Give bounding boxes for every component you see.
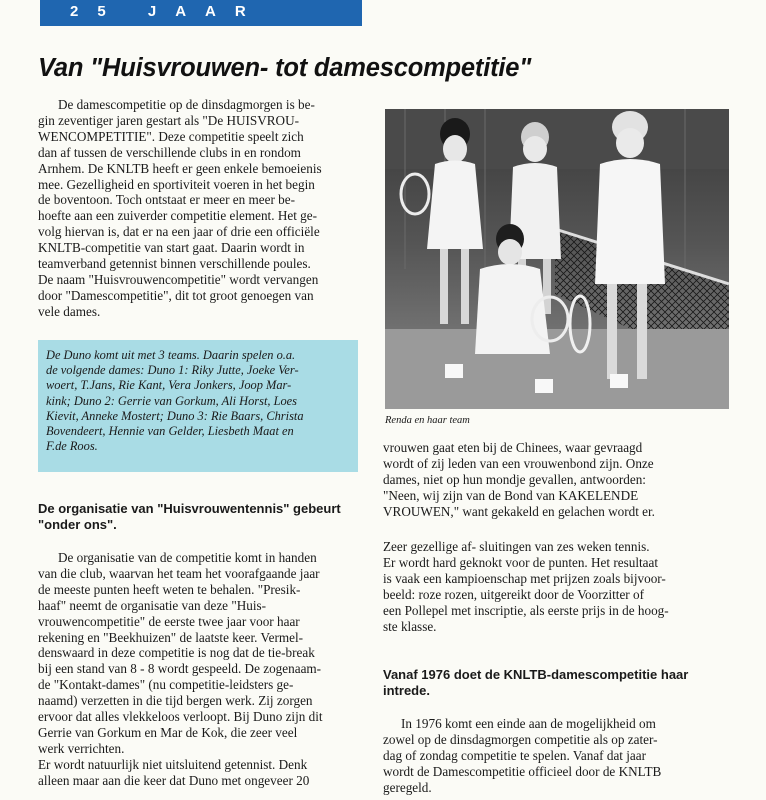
teams-callout-text	[46, 348, 304, 454]
text-line: geregeld.	[383, 779, 432, 795]
team-photo-illustration	[385, 109, 729, 409]
text-line: gin zeventiger jaren gestart als "De HUISVROU-	[38, 112, 299, 128]
text-line: de volgende dames: Duno 1: Riky Jutte, Joeke Ver-	[46, 363, 299, 378]
text-line: Er wordt natuurlijk niet uitsluitend getennist. Denk	[38, 756, 308, 772]
header-bar	[40, 0, 362, 26]
text-line: Arnhem. De KNLTB heeft er geen enkele bemoeienis	[38, 160, 322, 176]
text-line: Zeer gezellige af- sluitingen van zes weken tennis.	[383, 539, 650, 554]
text-line: De organisatie van de competitie komt in handen	[58, 550, 317, 565]
text-line: hoefte aan een zuiverder competitie element. Het ge-	[38, 208, 317, 224]
intro-paragraph	[38, 97, 322, 320]
text-line: In 1976 komt een einde aan de mogelijkheid om	[401, 716, 656, 731]
text-line: dag of zondag competitie te spelen. Vanaf dat jaar	[383, 747, 647, 763]
text-line: dan af tussen de verschillende clubs in en rondom	[38, 144, 301, 160]
text-line: ste klasse.	[383, 618, 437, 634]
text-line: "onder ons".	[38, 517, 117, 532]
text-line: zowel op de dinsdagmorgen competitie als op zater-	[383, 731, 658, 747]
text-line: de boventoon. Toch ontstaat er meer en meer be-	[38, 192, 295, 208]
text-line: ervoor dat alles vlekkeloos verloopt. Bij Duno zijn dit	[38, 709, 323, 725]
text-line: Gerrie van Gorkum en Mar de Kok, die zeer veel	[38, 724, 298, 740]
teams-callout-box	[38, 340, 358, 472]
text-line: Bovendeert, Hennie van Gelder, Liesbeth Maat en	[46, 424, 294, 439]
text-line: intrede.	[383, 683, 430, 698]
text-line: beeld: roze rozen, uitgereikt door de Voorzitter of	[383, 586, 644, 602]
text-line: kink; Duno 2: Gerrie van Gorkum, Ali Horst, Loes	[46, 393, 297, 408]
article-title: Van "Huisvrouwen- tot damescompetitie"	[38, 54, 532, 82]
text-line: werk verrichten.	[38, 740, 125, 756]
right-body-1	[383, 440, 655, 520]
text-line: Kievit, Anneke Mostert; Duno 3: Rie Baars, Christa	[46, 408, 304, 423]
text-line: vrouwencompetitie" de eerste twee jaar voor haar	[38, 613, 300, 629]
text-line: De organisatie van "Huisvrouwentennis" gebeurt	[38, 501, 341, 516]
text-line: teamverband getennist binnen verschillende poules.	[38, 256, 311, 272]
text-line: KNLTB-competitie van start gaat. Daarin wordt in	[38, 240, 305, 256]
right-body-2	[383, 539, 669, 634]
section1-body	[38, 550, 323, 789]
text-line: dames, niet op hun mondje gevallen, antwoorden:	[383, 471, 646, 487]
section2-heading	[383, 667, 688, 699]
text-line: WENCOMPETITIE". Deze competitie speelt zich	[38, 128, 304, 144]
text-line: De Duno komt uit met 3 teams. Daarin spelen o.a.	[46, 348, 296, 362]
text-line: VROUWEN," want gekakeld en gelachen wordt er.	[383, 503, 655, 519]
text-line: "Neen, wij zijn van de Bond van KAKELENDE	[383, 487, 639, 503]
text-line: de "Kontakt-dames" (nu competitie-leidsters ge-	[38, 677, 294, 693]
text-line: volg hiervan is, dat er na een jaar of drie een officiële	[38, 224, 320, 240]
text-line: wordt de Damescompetitie officieel door de KNLTB	[383, 763, 662, 779]
text-line: De naam "Huisvrouwencompetitie" wordt vervangen	[38, 271, 319, 287]
text-line: door "Damescompetitie", dit tot groot genoegen van	[38, 287, 314, 303]
text-line: woert, T.Jans, Rie Kant, Vera Jonkers, Joop Mar-	[46, 378, 292, 393]
text-line: De damescompetitie op de dinsdagmorgen is be-	[58, 97, 315, 112]
section1-heading	[38, 501, 341, 533]
text-line: denswaard in deze competitie is nog dat de tie-break	[38, 645, 315, 661]
text-line: alleen maar aan die keer dat Duno met ongeveer 20	[38, 772, 310, 788]
text-line: is vaak een kampioenschap met prijzen zoals bijvoor-	[383, 570, 666, 586]
text-line: wordt of zij leden van een vrouwenbond zijn. Onze	[383, 455, 654, 471]
text-line: haaf" neemt de organisatie van deze "Huis-	[38, 597, 267, 613]
text-line: rekening en "Beekhuizen" de laatste keer. Vermel-	[38, 629, 304, 645]
header-label: 25 JAAR	[70, 3, 265, 20]
text-line: bij een stand van 8 - 8 wordt gespeeld. De zogenaam-	[38, 661, 322, 677]
text-line: naamd) verzetten in die tijd bergen werk. Zij zorgen	[38, 693, 313, 709]
text-line: vele dames.	[38, 303, 101, 319]
text-line: de meeste punten heeft weten te behalen. "Presik-	[38, 581, 301, 597]
text-line: van die club, waarvan het team het voorafgaande jaar	[38, 565, 320, 581]
text-line: Vanaf 1976 doet de KNLTB-damescompetitie haar	[383, 667, 689, 682]
section2-body	[383, 716, 661, 796]
team-photo	[385, 109, 729, 409]
photo-caption: Renda en haar team	[385, 415, 470, 426]
text-line: mee. Gezelligheid en sportiviteit voeren in het begin	[38, 176, 315, 192]
text-line: Er wordt hard geknokt voor de punten. Het resultaat	[383, 554, 659, 570]
text-line: vrouwen gaat eten bij de Chinees, waar gevraagd	[383, 440, 643, 455]
text-line: een Pollepel met inscriptie, als eerste prijs in de hoog-	[383, 602, 669, 618]
text-line: F.de Roos.	[46, 439, 98, 454]
